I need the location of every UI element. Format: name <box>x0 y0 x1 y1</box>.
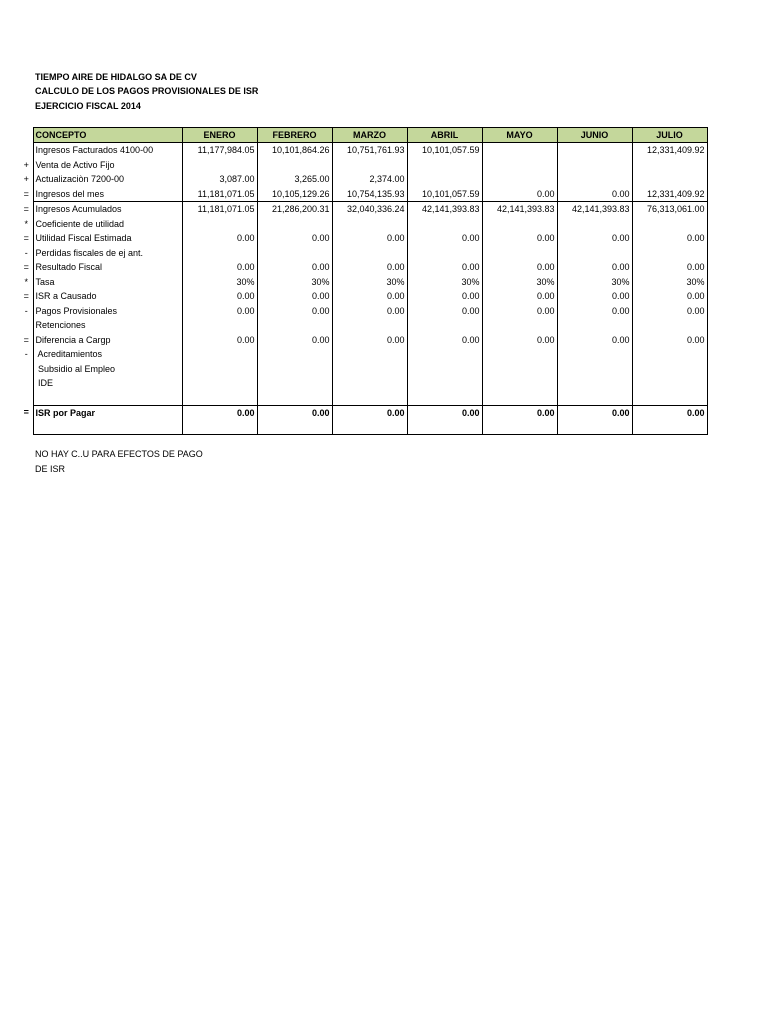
row-value-julio: 12,331,409.92 <box>632 143 707 158</box>
row-value-julio: 0.00 <box>632 405 707 420</box>
row-value-marzo <box>332 362 407 377</box>
row-value-junio: 0.00 <box>557 304 632 319</box>
row-value-marzo: 2,374.00 <box>332 172 407 187</box>
row-value-mayo: 0.00 <box>482 405 557 420</box>
row-value-marzo <box>332 246 407 261</box>
row-value-julio: 30% <box>632 275 707 290</box>
row-value-febrero: 0.00 <box>257 260 332 275</box>
fiscal-year: EJERCICIO FISCAL 2014 <box>35 101 141 111</box>
row-value-abril <box>407 376 482 391</box>
row-value-junio: 0.00 <box>557 260 632 275</box>
row-value-enero: 0.00 <box>182 405 257 420</box>
row-value-junio: 0.00 <box>557 289 632 304</box>
row-operator: = <box>23 262 29 273</box>
row-value-junio: 0.00 <box>557 187 632 202</box>
closing-row <box>20 420 707 435</box>
row-value-abril <box>407 347 482 362</box>
row-concept-label: Subsidio al Empleo <box>33 362 182 377</box>
row-value-febrero <box>257 246 332 261</box>
row-concept-label: Venta de Activo Fijo <box>33 158 182 173</box>
table-row <box>20 405 707 420</box>
row-value-julio <box>632 376 707 391</box>
row-value-julio <box>632 158 707 173</box>
row-operator: - <box>24 349 28 360</box>
row-value-junio <box>557 318 632 333</box>
row-value-mayo <box>482 158 557 173</box>
row-value-mayo <box>482 376 557 391</box>
row-concept-label: Ingresos del mes <box>33 187 182 202</box>
row-value-abril <box>407 362 482 377</box>
row-value-junio <box>557 347 632 362</box>
table-row <box>20 217 707 232</box>
row-value-mayo <box>482 172 557 187</box>
row-value-junio: 0.00 <box>557 405 632 420</box>
row-concept-label: Tasa <box>33 275 182 290</box>
row-value-abril: 0.00 <box>407 231 482 246</box>
row-value-junio <box>557 158 632 173</box>
row-value-marzo: 10,751,761.93 <box>332 143 407 158</box>
row-value-junio <box>557 217 632 232</box>
table-header-row <box>20 128 707 143</box>
row-value-junio <box>557 172 632 187</box>
row-value-marzo: 0.00 <box>332 231 407 246</box>
row-value-abril: 10,101,057.59 <box>407 143 482 158</box>
row-value-mayo <box>482 347 557 362</box>
row-concept-label: Retenciones <box>33 318 182 333</box>
row-value-enero: 0.00 <box>182 333 257 348</box>
row-value-mayo: 0.00 <box>482 304 557 319</box>
row-operator: = <box>23 204 29 214</box>
row-value-mayo <box>482 318 557 333</box>
document-title: CALCULO DE LOS PAGOS PROVISIONALES DE ISR <box>35 86 259 96</box>
row-concept-label: IDE <box>33 376 182 391</box>
row-value-abril <box>407 158 482 173</box>
row-value-mayo <box>482 217 557 232</box>
table-row <box>20 231 707 246</box>
column-header-julio: JULIO <box>632 128 707 143</box>
table-body <box>20 143 707 435</box>
row-value-julio <box>632 246 707 261</box>
row-operator: - <box>24 305 28 316</box>
row-value-julio: 0.00 <box>632 260 707 275</box>
row-value-marzo: 32,040,336.24 <box>332 202 407 217</box>
row-value-marzo: 0.00 <box>332 289 407 304</box>
row-value-febrero: 10,105,129.26 <box>257 187 332 202</box>
row-value-enero: 11,181,071.05 <box>182 187 257 202</box>
row-value-julio <box>632 362 707 377</box>
table-row <box>20 362 707 377</box>
row-operator: + <box>23 159 29 170</box>
row-value-febrero: 21,286,200.31 <box>257 202 332 217</box>
row-value-enero: 0.00 <box>182 304 257 319</box>
row-value-julio: 76,313,061.00 <box>632 202 707 217</box>
row-value-abril: 30% <box>407 275 482 290</box>
row-value-enero: 0.00 <box>182 231 257 246</box>
row-value-julio <box>632 217 707 232</box>
row-value-enero: 3,087.00 <box>182 172 257 187</box>
row-value-marzo <box>332 158 407 173</box>
payment-note <box>35 447 203 477</box>
row-value-enero <box>182 158 257 173</box>
row-value-febrero: 0.00 <box>257 304 332 319</box>
row-value-julio: 0.00 <box>632 289 707 304</box>
row-operator <box>20 376 33 391</box>
row-value-febrero: 0.00 <box>257 333 332 348</box>
row-value-enero <box>182 318 257 333</box>
row-value-abril: 0.00 <box>407 304 482 319</box>
row-value-abril <box>407 172 482 187</box>
row-value-enero: 0.00 <box>182 260 257 275</box>
row-value-abril: 42,141,393.83 <box>407 202 482 217</box>
column-header-concepto: CONCEPTO <box>33 128 182 143</box>
table-row <box>20 376 707 391</box>
row-value-febrero: 10,101,864.26 <box>257 143 332 158</box>
row-value-febrero: 0.00 <box>257 289 332 304</box>
row-value-julio: 0.00 <box>632 333 707 348</box>
table-row <box>20 304 707 319</box>
row-value-julio: 0.00 <box>632 304 707 319</box>
row-concept-label: Actualizaciòn 7200-00 <box>33 172 182 187</box>
row-value-julio <box>632 347 707 362</box>
row-value-marzo <box>332 376 407 391</box>
row-value-julio <box>632 172 707 187</box>
column-header-febrero: FEBRERO <box>257 128 332 143</box>
row-value-febrero <box>257 376 332 391</box>
row-value-enero <box>182 217 257 232</box>
table-row <box>20 260 707 275</box>
row-operator: = <box>23 334 29 345</box>
row-value-enero: 11,177,984.05 <box>182 143 257 158</box>
table-row <box>20 187 707 202</box>
row-operator <box>20 362 33 377</box>
note-line-2: DE ISR <box>35 464 66 474</box>
row-value-mayo: 0.00 <box>482 333 557 348</box>
table-row <box>20 158 707 173</box>
row-concept-label: Resultado Fiscal <box>33 260 182 275</box>
row-value-abril: 0.00 <box>407 333 482 348</box>
table-row <box>20 318 707 333</box>
row-concept-label: Coeficiente de utilidad <box>33 217 182 232</box>
row-value-julio: 12,331,409.92 <box>632 187 707 202</box>
operator-column-header <box>20 128 33 143</box>
row-value-mayo: 30% <box>482 275 557 290</box>
row-value-junio: 30% <box>557 275 632 290</box>
row-value-junio: 0.00 <box>557 231 632 246</box>
row-value-junio: 0.00 <box>557 333 632 348</box>
table-row <box>20 143 707 158</box>
row-value-abril <box>407 246 482 261</box>
row-value-marzo: 0.00 <box>332 405 407 420</box>
row-value-abril <box>407 318 482 333</box>
row-value-abril: 0.00 <box>407 289 482 304</box>
row-value-mayo: 0.00 <box>482 289 557 304</box>
spacer-row <box>20 391 707 406</box>
row-operator: = <box>23 189 29 199</box>
row-value-marzo: 10,754,135.93 <box>332 187 407 202</box>
row-value-febrero: 30% <box>257 275 332 290</box>
row-value-marzo <box>332 347 407 362</box>
row-value-mayo <box>482 362 557 377</box>
column-header-enero: ENERO <box>182 128 257 143</box>
row-value-marzo <box>332 217 407 232</box>
table-row <box>20 246 707 261</box>
row-concept-label: Acreditamientos <box>33 347 182 362</box>
row-operator: * <box>24 276 28 287</box>
row-concept-label: Diferencia a Cargp <box>33 333 182 348</box>
row-value-abril <box>407 217 482 232</box>
column-header-mayo: MAYO <box>482 128 557 143</box>
column-header-abril: ABRIL <box>407 128 482 143</box>
row-operator: = <box>23 291 29 302</box>
row-value-mayo <box>482 246 557 261</box>
row-value-mayo: 0.00 <box>482 231 557 246</box>
row-value-abril: 0.00 <box>407 260 482 275</box>
row-operator: = <box>23 407 29 418</box>
row-value-enero: 0.00 <box>182 289 257 304</box>
table-row <box>20 347 707 362</box>
row-operator: - <box>24 247 28 258</box>
row-value-mayo: 0.00 <box>482 187 557 202</box>
row-value-enero: 11,181,071.05 <box>182 202 257 217</box>
company-name: TIEMPO AIRE DE HIDALGO SA DE CV <box>35 72 197 82</box>
row-value-marzo: 0.00 <box>332 333 407 348</box>
row-value-mayo: 42,141,393.83 <box>482 202 557 217</box>
table-row <box>20 202 707 217</box>
row-operator: = <box>23 233 29 244</box>
row-value-junio <box>557 376 632 391</box>
row-operator: + <box>23 174 29 185</box>
row-concept-label: Utilidad Fiscal Estimada <box>33 231 182 246</box>
row-value-abril: 10,101,057.59 <box>407 187 482 202</box>
row-operator <box>20 318 33 333</box>
row-value-abril: 0.00 <box>407 405 482 420</box>
table-row <box>20 172 707 187</box>
row-concept-label: Ingresos Facturados 4100-00 <box>33 143 182 158</box>
row-value-febrero <box>257 158 332 173</box>
row-value-mayo <box>482 143 557 158</box>
row-value-febrero <box>257 347 332 362</box>
isr-calculation-table <box>20 127 708 435</box>
row-value-enero <box>182 362 257 377</box>
row-value-junio: 42,141,393.83 <box>557 202 632 217</box>
row-value-marzo: 0.00 <box>332 260 407 275</box>
row-concept-label: ISR a Causado <box>33 289 182 304</box>
row-value-febrero <box>257 318 332 333</box>
row-value-febrero <box>257 362 332 377</box>
row-value-marzo <box>332 318 407 333</box>
column-header-marzo: MARZO <box>332 128 407 143</box>
row-value-junio <box>557 143 632 158</box>
row-value-febrero: 3,265.00 <box>257 172 332 187</box>
row-value-febrero: 0.00 <box>257 231 332 246</box>
row-operator: * <box>24 218 28 229</box>
row-operator <box>20 143 33 158</box>
row-value-marzo: 30% <box>332 275 407 290</box>
column-header-junio: JUNIO <box>557 128 632 143</box>
row-value-febrero <box>257 217 332 232</box>
row-value-marzo: 0.00 <box>332 304 407 319</box>
row-value-enero <box>182 376 257 391</box>
row-concept-label: ISR por Pagar <box>33 405 182 420</box>
note-line-1: NO HAY C..U PARA EFECTOS DE PAGO <box>35 449 203 459</box>
row-value-julio <box>632 318 707 333</box>
row-concept-label: Pagos Provisionales <box>33 304 182 319</box>
row-value-enero <box>182 347 257 362</box>
row-value-febrero: 0.00 <box>257 405 332 420</box>
row-concept-label: Perdidas fiscales de ej ant. <box>33 246 182 261</box>
row-value-enero: 30% <box>182 275 257 290</box>
table-row <box>20 333 707 348</box>
table-row <box>20 289 707 304</box>
row-concept-label: Ingresos Acumulados <box>33 202 182 217</box>
row-value-enero <box>182 246 257 261</box>
row-value-junio <box>557 246 632 261</box>
row-value-junio <box>557 362 632 377</box>
table-row <box>20 275 707 290</box>
row-value-julio: 0.00 <box>632 231 707 246</box>
row-value-mayo: 0.00 <box>482 260 557 275</box>
